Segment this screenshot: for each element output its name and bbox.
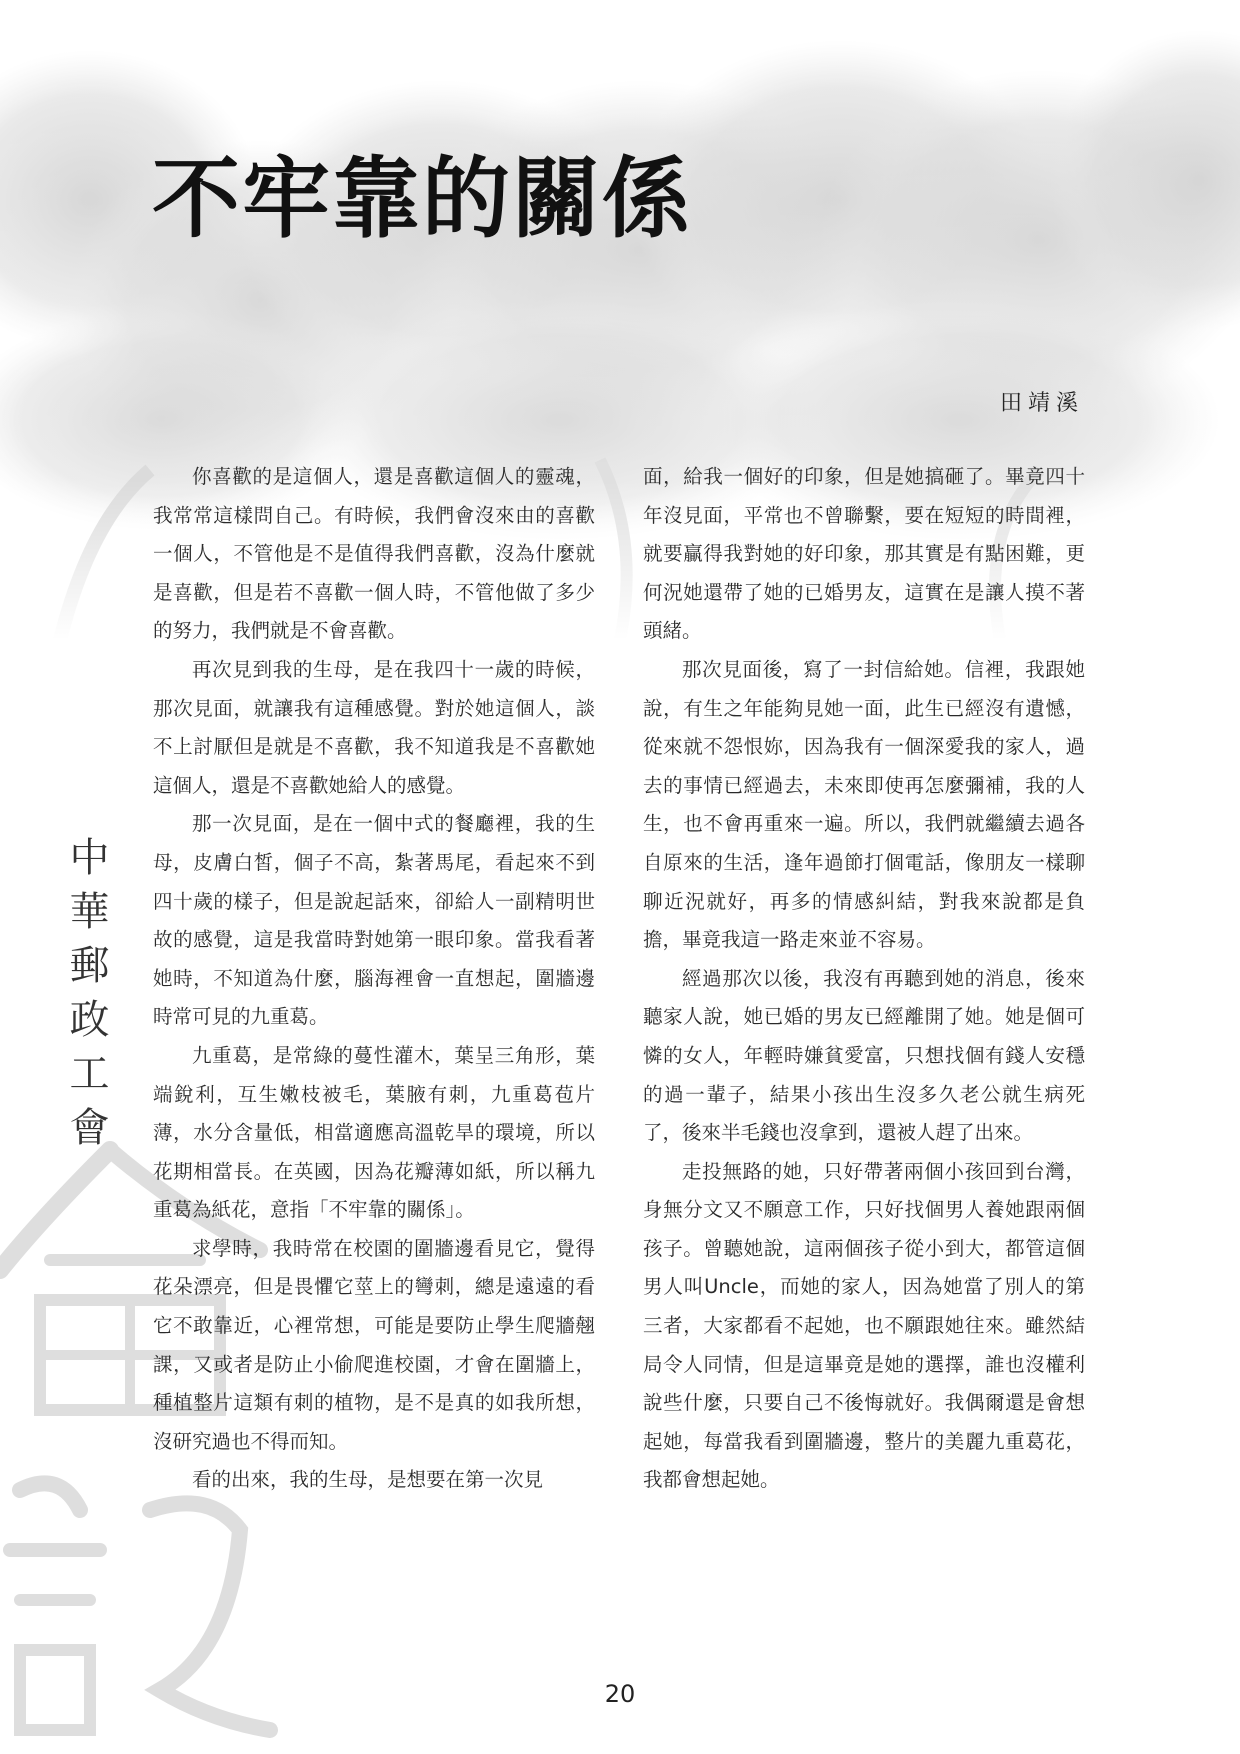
union-name-vertical-label: 中華郵政工會: [63, 836, 109, 1160]
author-name: 田靖溪: [999, 391, 1084, 416]
paragraph: 你喜歡的是這個人，還是喜歡這個人的靈魂，我常常這樣問自己。有時候，我們會沒來由的喜歡一個人，不管他是不是值得我們喜歡，沒為什麼就是喜歡，但是若不喜歡一個人時，不管他做了多少的努力，我們就是不會喜歡。: [153, 465, 595, 643]
paragraph: 那次見面後，寫了一封信給她。信裡，我跟她說，有生之年能夠見她一面，此生已經沒有遺憾，從來就不怨恨妳，因為我有一個深愛我的家人，過去的事情已經過去，未來即使再怎麼彌補，我的人生，也不會再重來一遍。所以，我們就繼續去過各自原來的生活，逢年過節打個電話，像朋友一樣聊聊近況就好，再多的情感糾結，對我來說都是負擔，畢竟我這一路走來並不容易。: [643, 657, 1085, 952]
paragraph: 看的出來，我的生母，是想要在第一次見: [192, 1468, 544, 1492]
paragraph: 九重葛，是常綠的蔓性灌木，葉呈三角形，葉端銳利，互生嫩枝被毛，葉腋有刺，九重葛苞片薄，水分含量低，相當適應高溫乾旱的環境，所以花期相當長。在英國，因為花瓣薄如紙，所以稱九重葛為紙花，意指「不牢靠的關係」。: [153, 1043, 595, 1222]
paragraph: 再次見到我的生母，是在我四十一歲的時候，那次見面，就讓我有這種感覺。對於她這個人，談不上討厭但是就是不喜歡，我不知道我是不喜歡她這個人，還是不喜歡她給人的感覺。: [153, 657, 595, 797]
paragraph: 那一次見面，是在一個中式的餐廳裡，我的生母，皮膚白皙，個子不高，紮著馬尾，看起來不到四十歲的樣子，但是說起話來，卻給人一副精明世故的感覺，這是我當時對她第一眼印象。當我看著她時，不知道為什麼，腦海裡會一直想起，圍牆邊時常可見的九重葛。: [153, 812, 595, 1029]
paragraph: 走投無路的她，只好帶著兩個小孩回到台灣，身無分文又不願意工作，只好找個男人養她跟兩個孩子。曾聽她說，這兩個孩子從小到大，都管這個男人叫Uncle，而她的家人，因為她當了別人的第三者，大家都看不起她，也不願跟她往來。雖然結局令人同情，但是這畢竟是她的選擇，誰也沒權利說些什麼，只要自己不後悔就好。我偶爾還是會想起她，每當我看到圍牆邊，整片的美麗九重葛花，我都會想起她。: [643, 1159, 1085, 1492]
left-text-column: [153, 458, 595, 1500]
paragraph: 求學時，我時常在校園的圍牆邊看見它，覺得花朵漂亮，但是畏懼它莖上的彎刺，總是遠遠的看它不敢靠近，心裡常想，可能是要防止學生爬牆翹課，又或者是防止小偷爬進校園，才會在圍牆上，種植整片這類有刺的植物，是不是真的如我所想，沒研究過也不得而知。: [153, 1236, 595, 1453]
article-title: 不牢靠的關係: [152, 146, 693, 250]
right-text-column: [643, 458, 1085, 1500]
paragraph: 面，給我一個好的印象，但是她搞砸了。畢竟四十年沒見面，平常也不曾聯繫，要在短短的時間裡，就要贏得我對她的好印象，那其實是有點困難，更何況她還帶了她的已婚男友，這實在是讓人摸不著頭緒。: [643, 465, 1085, 643]
page-number: 20: [604, 1680, 636, 1708]
paragraph: 經過那次以後，我沒有再聽到她的消息，後來聽家人說，她已婚的男友已經離開了她。她是個可憐的女人，年輕時嫌貧愛富，只想找個有錢人安穩的過一輩子，結果小孩出生沒多久老公就生病死了，後來半毛錢也沒拿到，還被人趕了出來。: [643, 966, 1085, 1145]
